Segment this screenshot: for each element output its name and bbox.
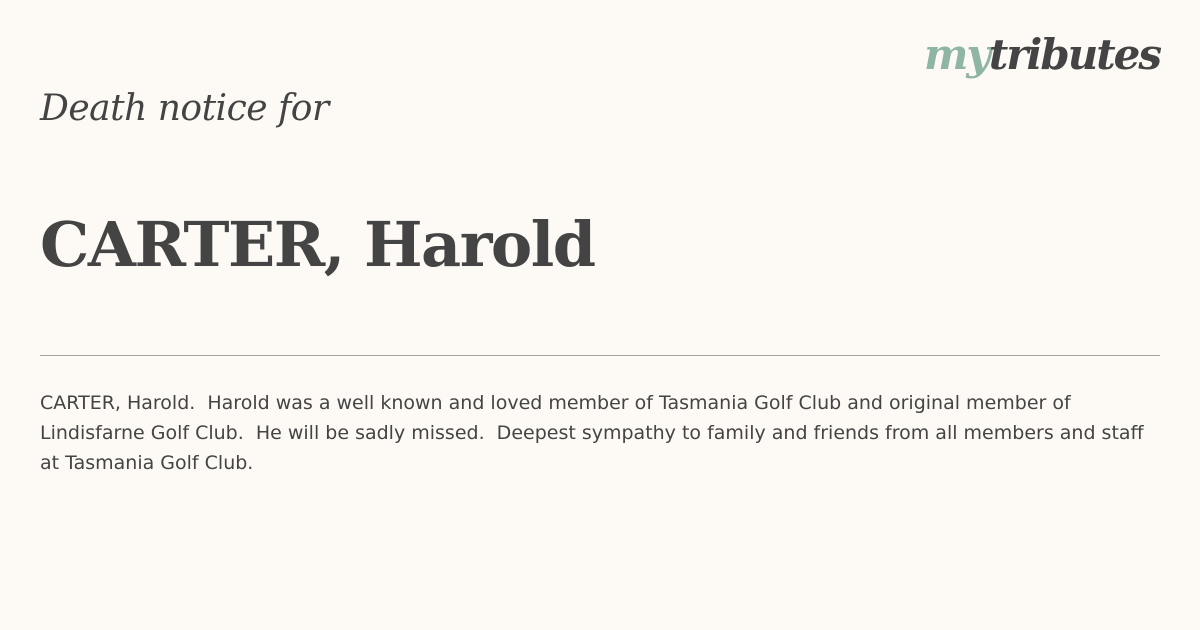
divider (40, 355, 1160, 356)
notice-text: CARTER, Harold. Harold was a well known and loved member of Tasmania Golf Club and original member of Lindisfarne Golf Club. He will be sadly missed. Deepest sympathy to family and friends from all members and staff at Tasmania Golf Club. (40, 392, 1150, 474)
logo-tributes-text: tributes (988, 30, 1160, 79)
mytributes-logo[interactable] (924, 30, 1160, 80)
notice-label: Death notice for (40, 88, 329, 129)
logo-my-text: my (923, 30, 989, 79)
deceased-name: CARTER, Harold (40, 208, 595, 281)
